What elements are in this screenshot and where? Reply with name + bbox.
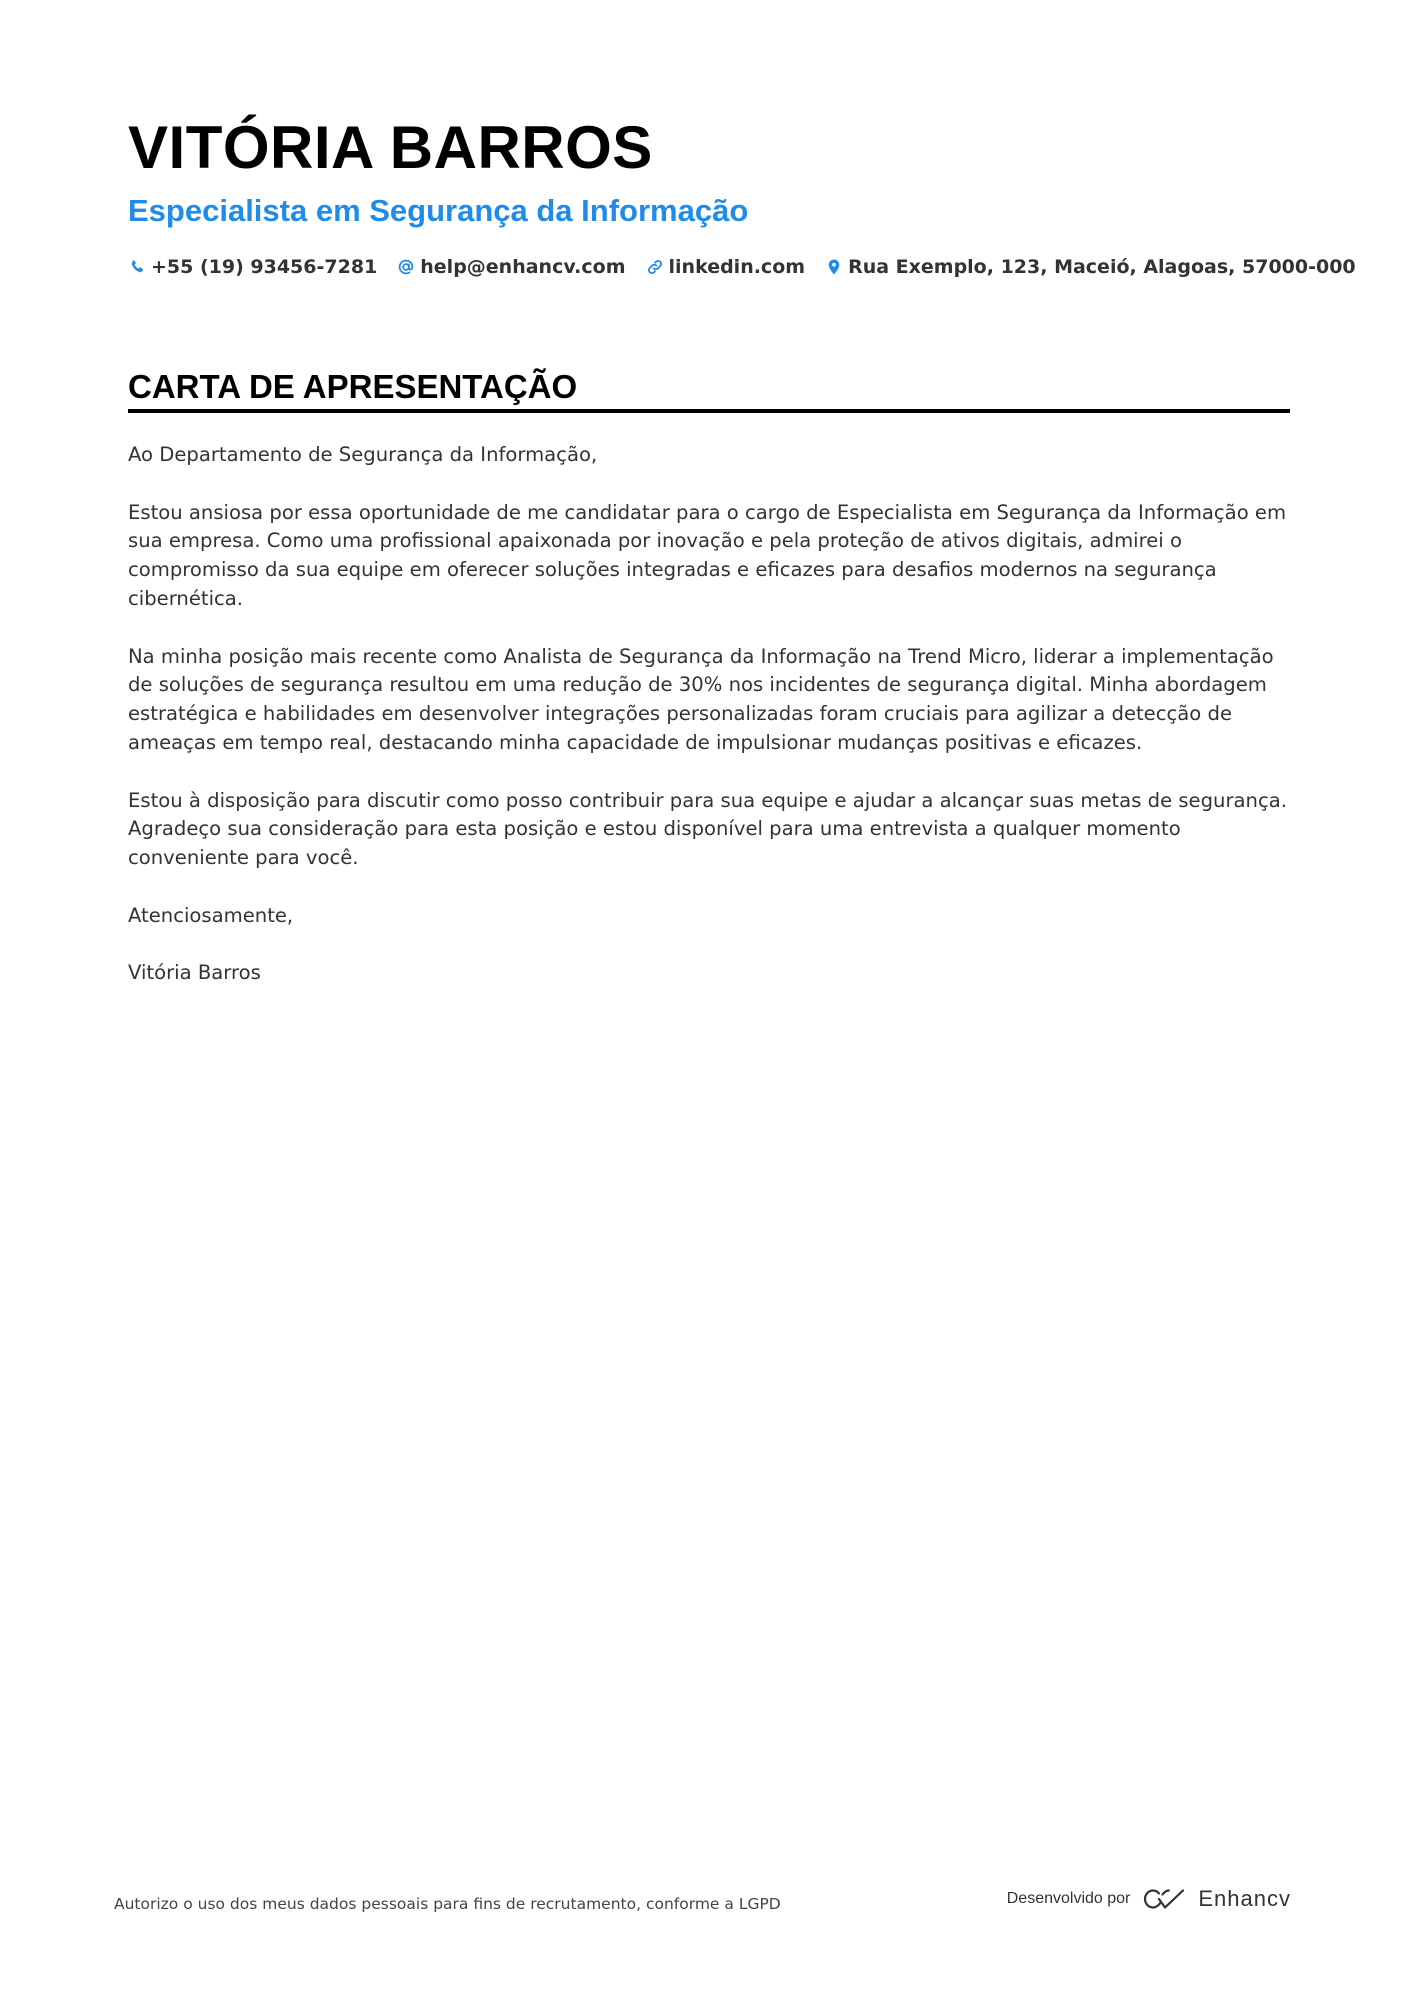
contact-address-text: Rua Exemplo, 123, Maceió, Alagoas, 57000-000 — [848, 256, 1356, 278]
contact-linkedin-text: linkedin.com — [668, 256, 806, 278]
section-divider — [128, 409, 1290, 413]
link-icon — [646, 258, 664, 276]
letter-body — [128, 441, 1293, 1017]
at-sign-icon — [397, 258, 415, 276]
letter-greeting: Ao Departamento de Segurança da Informação, — [128, 443, 598, 466]
contact-phone[interactable] — [128, 256, 377, 278]
gdpr-consent-note: Autorizo o uso dos meus dados pessoais para fins de recrutamento, conforme a LGPD — [114, 1895, 781, 1913]
location-pin-icon — [825, 258, 843, 276]
contact-bar — [128, 252, 1376, 282]
section-title: CARTA DE APRESENTAÇÃO — [128, 368, 578, 405]
phone-icon — [128, 258, 146, 276]
powered-by[interactable] — [1007, 1886, 1291, 1912]
letter-paragraph: Na minha posição mais recente como Analista de Segurança da Informação na Trend Micro, liderar a implementação de soluções de segurança resultou em uma redução de 30% nos incidentes de segurança digital. Minha abordagem estratégica e habilidades em desenvolver integrações personalizadas foram cruciais para agilizar a detecção de ameaças em tempo real, destacando minha capacidade de impulsionar mudanças positivas e eficazes. — [128, 644, 1274, 754]
contact-phone-text: +55 (19) 93456-7281 — [151, 256, 378, 278]
letter-paragraph: Estou ansiosa por essa oportunidade de me candidatar para o cargo de Especialista em Segurança da Informação em sua empresa. Como uma profissional apaixonada por inovação e pela proteção de ativos digitais, admirei o compromisso da sua equipe em oferecer soluções integradas e eficazes para desafios modernos na segurança cibernética. — [128, 500, 1287, 610]
letter-closing: Atenciosamente, — [128, 903, 294, 927]
contact-email-text: help@enhancv.com — [420, 256, 626, 278]
powered-by-label: Desenvolvido por — [1006, 1890, 1131, 1907]
brand-name: Enhancv — [1198, 1886, 1291, 1911]
enhancv-logo-icon — [1142, 1887, 1186, 1911]
letter-paragraph: Estou à disposição para discutir como posso contribuir para sua equipe e ajudar a alcançar suas metas de segurança. Agradeço sua consideração para esta posição e estou disponível para uma entrevista a qualquer momento conveniente para você. — [128, 788, 1287, 870]
candidate-name: VITÓRIA BARROS — [128, 114, 653, 181]
letter-signature: Vitória Barros — [128, 961, 261, 985]
contact-linkedin[interactable] — [646, 256, 806, 278]
candidate-role: Especialista em Segurança da Informação — [128, 193, 749, 228]
contact-email[interactable] — [397, 256, 625, 278]
contact-address — [825, 256, 1356, 278]
